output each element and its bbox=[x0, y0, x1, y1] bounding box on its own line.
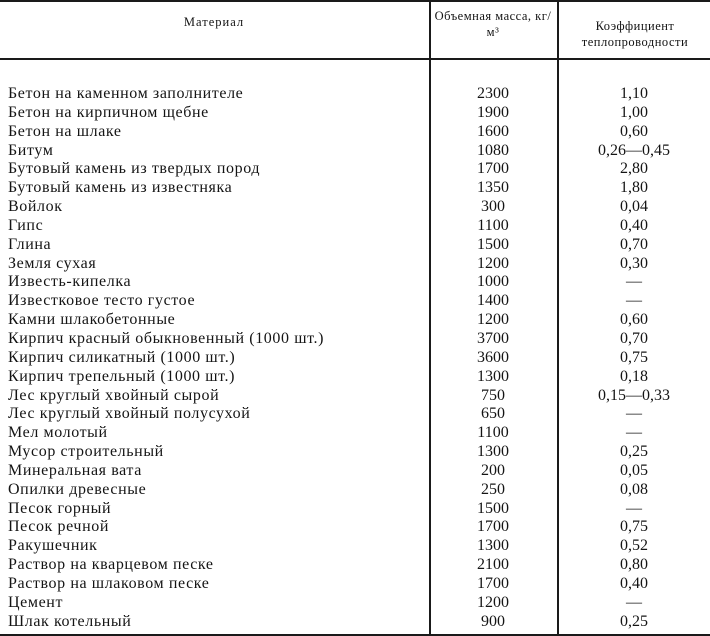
table-row bbox=[0, 443, 710, 462]
density-cell: 2300 bbox=[477, 85, 509, 102]
density-cell: 250 bbox=[481, 480, 505, 498]
table-row bbox=[0, 575, 710, 594]
material-name-cell: Кирпич красный обыкновенный (1000 шт.) bbox=[8, 329, 325, 347]
material-name-cell: Бутовый камень из твердых пород bbox=[8, 160, 261, 178]
conductivity-cell: 0,75 bbox=[620, 348, 648, 366]
material-name-cell: Бетон на каменном заполнителе bbox=[8, 85, 244, 102]
conductivity-cell: — bbox=[626, 593, 642, 611]
density-cell: 1200 bbox=[477, 254, 509, 272]
conductivity-cell: — bbox=[626, 273, 642, 291]
density-cell: 750 bbox=[481, 386, 505, 404]
header-conductivity: Коэффициент теплопроводности bbox=[581, 19, 689, 49]
conductivity-cell: 0,70 bbox=[620, 235, 648, 253]
conductivity-cell: 0,80 bbox=[620, 556, 648, 574]
material-name-cell: Гипс bbox=[8, 216, 44, 234]
table-row bbox=[0, 198, 710, 217]
table-row bbox=[0, 518, 710, 537]
table-row bbox=[0, 613, 710, 632]
conductivity-cell: 0,25 bbox=[620, 612, 648, 630]
density-cell: 2100 bbox=[477, 556, 509, 574]
table-row bbox=[0, 481, 710, 500]
density-cell: 1300 bbox=[477, 537, 509, 555]
table-row bbox=[0, 405, 710, 424]
conductivity-cell: 0,40 bbox=[620, 574, 648, 592]
material-name-cell: Песок горный bbox=[8, 499, 112, 517]
conductivity-cell: 0,40 bbox=[620, 216, 648, 234]
density-cell: 3700 bbox=[477, 329, 509, 347]
table-row bbox=[0, 85, 710, 104]
table-row bbox=[0, 594, 710, 613]
density-cell: 1500 bbox=[477, 235, 509, 253]
material-name-cell: Бутовый камень из известняка bbox=[8, 179, 233, 197]
material-name-cell: Цемент bbox=[8, 593, 64, 611]
density-cell: 300 bbox=[481, 198, 505, 216]
conductivity-cell: 0,04 bbox=[620, 198, 648, 216]
material-name-cell: Глина bbox=[8, 235, 52, 253]
density-cell: 1700 bbox=[477, 160, 509, 178]
density-cell: 1300 bbox=[477, 443, 509, 461]
table-row bbox=[0, 349, 710, 368]
material-name-cell: Ракушечник bbox=[8, 537, 98, 555]
material-name-cell: Кирпич силикатный (1000 шт.) bbox=[8, 348, 236, 366]
material-name-cell: Известковое тесто густое bbox=[8, 292, 196, 310]
table-row bbox=[0, 500, 710, 519]
header-bottom-rule bbox=[0, 58, 710, 60]
table-row bbox=[0, 537, 710, 556]
table-row bbox=[0, 330, 710, 349]
material-name-cell: Камни шлакобетонные bbox=[8, 311, 176, 329]
material-name-cell: Мусор строительный bbox=[8, 443, 164, 461]
density-cell: 650 bbox=[481, 405, 505, 423]
table-row bbox=[0, 368, 710, 387]
density-cell: 1300 bbox=[477, 367, 509, 385]
conductivity-cell: 0,26—0,45 bbox=[598, 141, 670, 159]
material-name-cell: Лес круглый хвойный полусухой bbox=[8, 405, 251, 423]
density-cell: 900 bbox=[481, 612, 505, 630]
material-name-cell: Битум bbox=[8, 141, 54, 159]
material-name-cell: Бетон на шлаке bbox=[8, 122, 122, 140]
table-row bbox=[0, 142, 710, 161]
table-row bbox=[0, 462, 710, 481]
conductivity-cell: 0,30 bbox=[620, 254, 648, 272]
conductivity-cell: 0,08 bbox=[620, 480, 648, 498]
density-cell: 1700 bbox=[477, 518, 509, 536]
table-row bbox=[0, 273, 710, 292]
conductivity-cell: 0,15—0,33 bbox=[598, 386, 670, 404]
table-row bbox=[0, 104, 710, 123]
conductivity-cell: 0,60 bbox=[620, 311, 648, 329]
density-cell: 1080 bbox=[477, 141, 509, 159]
header-density: Объемная масса, кг/м³ bbox=[434, 9, 552, 39]
material-name-cell: Кирпич трепельный (1000 шт.) bbox=[8, 367, 236, 385]
density-cell: 1000 bbox=[477, 273, 509, 291]
density-cell: 200 bbox=[481, 461, 505, 479]
table-row bbox=[0, 311, 710, 330]
header-material: Материал bbox=[183, 15, 245, 29]
material-name-cell: Лес круглый хвойный сырой bbox=[8, 386, 220, 404]
conductivity-cell: 1,80 bbox=[620, 179, 648, 197]
density-cell: 1400 bbox=[477, 292, 509, 310]
material-name-cell: Песок речной bbox=[8, 518, 110, 536]
conductivity-cell: 1,00 bbox=[620, 103, 648, 121]
material-name-cell: Бетон на кирпичном щебне bbox=[8, 103, 209, 121]
material-name-cell: Шлак котельный bbox=[8, 612, 132, 630]
density-cell: 1700 bbox=[477, 574, 509, 592]
density-cell: 1200 bbox=[477, 593, 509, 611]
conductivity-cell: — bbox=[626, 424, 642, 442]
material-name-cell: Раствор на кварцевом песке bbox=[8, 556, 214, 574]
density-cell: 1100 bbox=[477, 424, 509, 442]
table-row bbox=[0, 292, 710, 311]
density-cell: 1350 bbox=[477, 179, 509, 197]
conductivity-cell: 0,75 bbox=[620, 518, 648, 536]
density-cell: 1600 bbox=[477, 122, 509, 140]
conductivity-cell: 1,10 bbox=[620, 85, 648, 102]
table-row bbox=[0, 387, 710, 406]
conductivity-cell: 0,05 bbox=[620, 461, 648, 479]
material-name-cell: Известь-кипелка bbox=[8, 273, 132, 291]
material-name-cell: Опилки древесные bbox=[8, 480, 147, 498]
conductivity-cell: 0,70 bbox=[620, 329, 648, 347]
material-name-cell: Земля сухая bbox=[8, 254, 97, 272]
table-row bbox=[0, 556, 710, 575]
density-cell: 1100 bbox=[477, 216, 509, 234]
material-name-cell: Мел молотый bbox=[8, 424, 108, 442]
table-row bbox=[0, 236, 710, 255]
material-name-cell: Раствор на шлаковом песке bbox=[8, 574, 210, 592]
conductivity-cell: 0,18 bbox=[620, 367, 648, 385]
table-row bbox=[0, 123, 710, 142]
conductivity-cell: — bbox=[626, 499, 642, 517]
table-row bbox=[0, 160, 710, 179]
material-name-cell: Минеральная вата bbox=[8, 461, 142, 479]
conductivity-cell: 2,80 bbox=[620, 160, 648, 178]
density-cell: 1900 bbox=[477, 103, 509, 121]
table-row bbox=[0, 179, 710, 198]
material-name-cell: Войлок bbox=[8, 198, 63, 216]
conductivity-cell: — bbox=[626, 405, 642, 423]
density-cell: 3600 bbox=[477, 348, 509, 366]
header-top-rule bbox=[0, 0, 710, 2]
table-body bbox=[0, 85, 710, 631]
table-row bbox=[0, 255, 710, 274]
density-cell: 1200 bbox=[477, 311, 509, 329]
conductivity-cell: 0,25 bbox=[620, 443, 648, 461]
density-cell: 1500 bbox=[477, 499, 509, 517]
conductivity-cell: — bbox=[626, 292, 642, 310]
table-row bbox=[0, 217, 710, 236]
conductivity-cell: 0,52 bbox=[620, 537, 648, 555]
conductivity-cell: 0,60 bbox=[620, 122, 648, 140]
table-row bbox=[0, 424, 710, 443]
